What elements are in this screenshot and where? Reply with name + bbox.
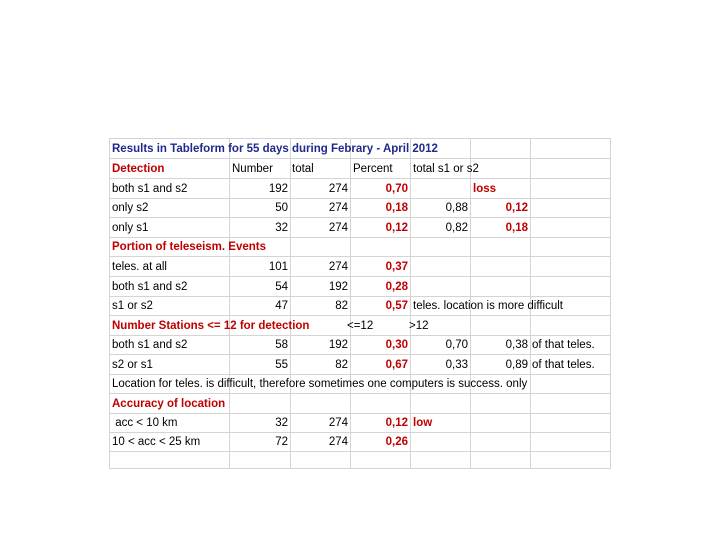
cell-total-s1-or-s2: 0,82 [445,222,468,234]
row-label: only s2 [112,202,149,214]
cell-percent: 0,18 [385,202,408,214]
grid-hline [109,276,611,277]
cell-loss: 0,18 [505,222,528,234]
grid-hline [109,468,611,469]
grid-hline [109,335,611,336]
section-header-teleseism: Portion of teleseism. Events [112,241,267,253]
row-label: teles. at all [112,261,167,273]
cell-gt12: 0,70 [445,339,468,351]
grid-hline [109,413,611,414]
cell-percent: 0,26 [385,436,408,448]
cell-percent: 0,28 [385,281,408,293]
cell-number: 32 [275,222,288,234]
row-label: 10 < acc < 25 km [112,436,201,448]
section-header-detection: Detection [112,163,165,175]
row-note: low [413,417,433,429]
row-label: both s1 and s2 [112,281,188,293]
section-header-accuracy: Accuracy of location [112,398,226,410]
column-header-total: total [292,163,314,175]
cell-total: 192 [328,281,348,293]
cell-number: 47 [275,300,288,312]
row-note: teles. location is more difficult [413,300,563,312]
cell-total: 192 [328,339,348,351]
grid-hline [109,158,611,159]
column-header-percent: Percent [353,163,393,175]
row-label: s1 or s2 [112,300,153,312]
cell-number: 32 [275,417,288,429]
cell-number: 101 [268,261,288,273]
grid-hline [109,393,611,394]
cell-number: 58 [275,339,288,351]
cell-total: 274 [328,436,348,448]
grid-hline [109,256,611,257]
results-table [109,138,611,469]
grid-hline [109,296,611,297]
cell-percent: 0,37 [385,261,408,273]
grid-hline [109,138,611,139]
cell-total: 82 [335,300,348,312]
table-title: Results in Tableform for 55 days during Febrary - April 2012 [112,143,438,155]
row-note: of that teles. [532,339,595,351]
grid-hline [109,178,611,179]
column-header-number: Number [232,163,273,175]
row-note: of that teles. [532,359,595,371]
row-label: both s1 and s2 [112,339,188,351]
grid-hline [109,374,611,375]
cell-number: 54 [275,281,288,293]
grid-hline [109,432,611,433]
column-header-gt12: >12 [409,320,429,332]
grid-hline [109,237,611,238]
column-header-total-s1-or-s2: total s1 or s2 [413,163,479,175]
grid-hline [109,451,611,452]
cell-loss: 0,12 [505,202,528,214]
row-label: only s1 [112,222,149,234]
cell-ratio: 0,89 [505,359,528,371]
cell-total: 274 [328,202,348,214]
grid-vline [109,138,110,469]
cell-total: 274 [328,222,348,234]
row-label: both s1 and s2 [112,183,188,195]
cell-percent: 0,67 [385,359,408,371]
cell-percent: 0,30 [385,339,408,351]
row-label: s2 or s1 [112,359,153,371]
cell-number: 192 [268,183,288,195]
grid-vline [410,138,411,469]
grid-hline [109,198,611,199]
cell-number: 50 [275,202,288,214]
loss-label: loss [473,183,497,195]
grid-hline [109,315,611,316]
cell-total: 274 [328,417,348,429]
cell-total: 274 [328,183,348,195]
grid-vline [610,138,611,469]
column-header-le12: <=12 [347,320,374,332]
grid-hline [109,217,611,218]
grid-hline [109,354,611,355]
cell-total: 274 [328,261,348,273]
cell-percent: 0,12 [385,222,408,234]
cell-total-s1-or-s2: 0,88 [445,202,468,214]
cell-number: 55 [275,359,288,371]
cell-gt12: 0,33 [445,359,468,371]
cell-percent: 0,12 [385,417,408,429]
cell-number: 72 [275,436,288,448]
row-label: acc < 10 km [112,417,178,429]
cell-ratio: 0,38 [505,339,528,351]
cell-percent: 0,70 [385,183,408,195]
cell-total: 82 [335,359,348,371]
location-note: Location for teles. is difficult, therefore sometimes one computers is success. only [112,378,528,390]
section-header-stations: Number Stations <= 12 for detection [112,320,310,332]
cell-percent: 0,57 [385,300,408,312]
